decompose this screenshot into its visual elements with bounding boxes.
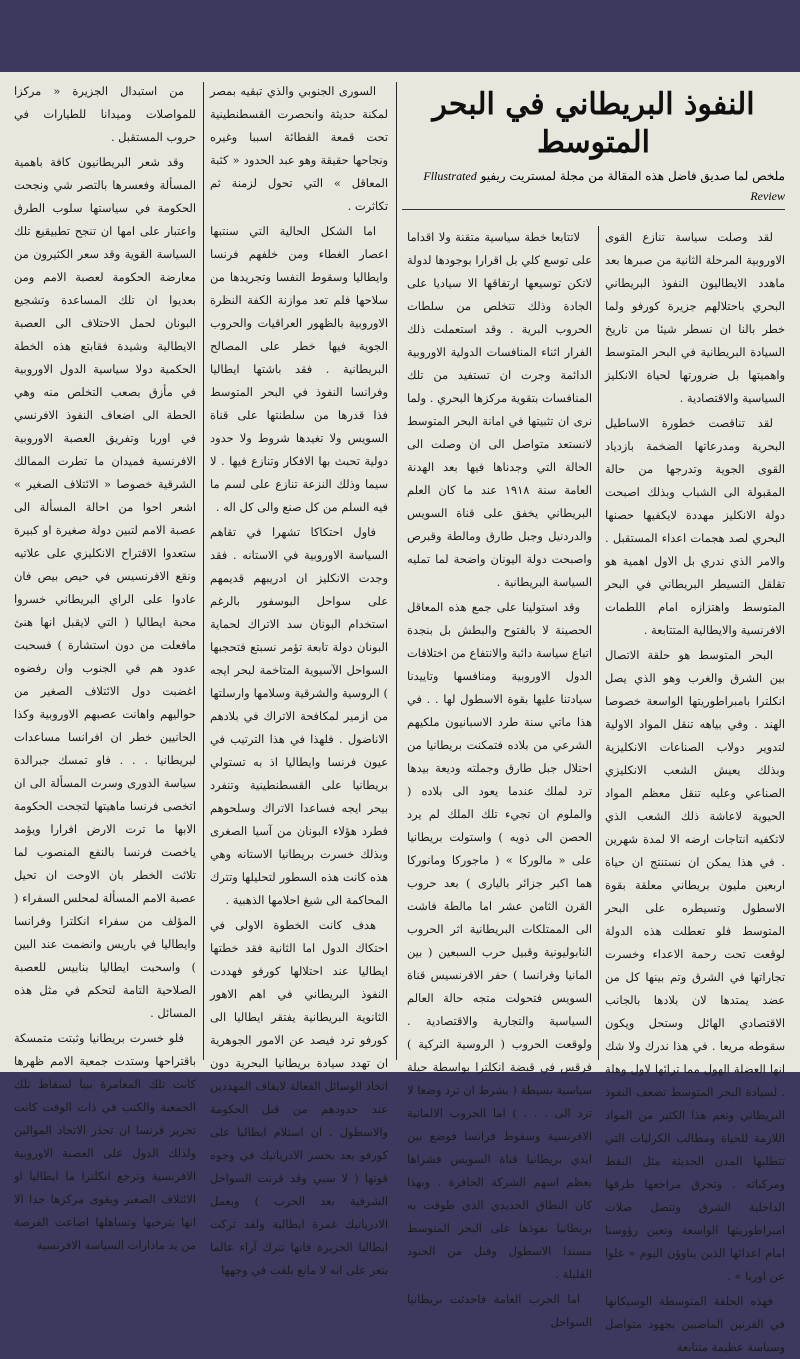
article-column-4	[14, 80, 196, 1252]
article-title: النفوذ البريطاني في البحر المتوسط	[432, 87, 755, 160]
paragraph: من استبدال الجزيرة « مركزا للمواصلات وميدانا للطيارات في حروب المستقبل .	[14, 84, 196, 144]
column-rule	[598, 226, 599, 1060]
paragraph: وقد استولينا على جمع هذه المعاقل الحصينة لا بالفتوح والبطش بل بنجدة اتباع سياسة دائبة والانتفاع من اختلافات الدول الاوروبية ومنافسها وتاييدنا سيادتنا عليها بقوة الاسطول لها . . في هذا ماتي سنة طرد الاسبانيون ملكيهم الشرعي من بلاده فتمكنت بريطانيا من احتلال جبل طارق وجملته وديعة بيدها ترد لملك عندما يعود الى بلاده ( والملوم ان تجيء تلك الملك لم يرد الحصن الى ذويه ) واستولت بريطانيا على « مالوركا » ( ماجوركا ومانوركا هما اكبر جزائر باليارى ) بعد حروب القرن الثامن عشر اما مالطة فاشت الى الممتلكات البريطانية اثر الحروب النابوليونية وقبيل حرب السبعين ( بين المانيا وفرانسا ) حفر الافرنسيس قناة السويس فتحولت متجه حالة العالم السياسية والتجارية والاقتصادية . ولوقعت الحروب ( الروسية التركية ) فرقس في قبضة انكلترا بواسطة حيلة سياسية بسيطة ( بشرط ان ترد وضعا لا ترد الى . . . ) اما الحروب الالمانية الافرنسية وسقوط فرانسا فوضع بين ايدي بريطانيا قناة السويس فشراها بعظم اسهم الشركة الحافرة . وبهذا كان النطاق الحديدي الذي طوقت به بريطانيا نفوذها على البحر المتوسط مسندا الاسطول وقبل من الجنود القليلة .	[407, 600, 592, 1281]
paragraph: فهذه الحلقة المتوسطة الوسيكانها في القرنين الماضيين بجهود متواصل وسياسة عظيمة متتابعة	[605, 1294, 785, 1354]
article-intro	[402, 166, 785, 210]
source-name: Fllustrated Review	[423, 169, 785, 203]
column-rule	[396, 82, 397, 1060]
paragraph: اما الحرب العامة فاحدثت بريطانيا السواحل	[407, 1292, 592, 1329]
paragraph: السورى الجنوبي والذي تبقيه بمصر لمكنة حديثة وانحصرت القسطنطينية تحت قمعة القطائة اسببا وغيره ونجاحها حقيقة وهو عبد الحدود « كثبة المعاقل » التي تحول لزمنة ثم تكاثرت .	[210, 84, 388, 213]
article-header	[402, 80, 785, 216]
paragraph: فاول احتكاكا تشهرا في تقاهم السياسة الاوروبية في الاستانه . فقد وجدت الانكليز ان ادريبهم قديمهم على سواحل البوسفور بالرغم استخدام البونان سد الاتراك لحماية البونان دولة تابعة تؤمر نسبتع فتحجبها السواحل الآسيوية المتاخمة لبحر ايجه ) الروسية والشرقية وسلامها وارسلتها من ازمير لمكافحة الاتراك في بلادهم الاناضول . فلهذا في هذا الترتيب في عيون فرنسا وايطاليا اذ به تستولي بريطانيا على القسطنطينية وتنفرد بيحر ايجه فساعدا الاتراك وسلحوهم فطرد هؤلاء البونان من آسيا الصغرى وبذلك خسرت بريطانيا الاستانه وهي هذه كانت هذه السطور لتحليلها وتترك المحاكمة الى شيغ احلامها الذهبية .	[210, 525, 388, 907]
paragraph: لقد وصلت سياسة تنازع القوى الاوروبية المرحلة الثانية من صبرها بعد ماهدد الايطاليون النفوذ البريطاني البحري باحتلالهم جزيرة كورفو ولما خطر بالنا ان نسطر شيئا من تاريخ السيادة البريطانية في البحر المتوسط واهميتها بل ضرورتها لحياة الانكليز السياسية والاقتصادية .	[605, 230, 785, 405]
column-rule	[203, 82, 204, 1060]
paragraph: اما الشكل الحالية التي سنتبها اعصار الغطاء ومن خلفهم فرنسا وايطاليا وسقوط النفسا وتجريدها من سلاحها فلم تعد موازنة الكفة النظرة الاوروبية بالظهور العراقيات والحروب الجوية فيها خطر على المصالح البريطانية . فقد باشتها ايطاليا وفرانسا النفوذ في البحر المتوسط فذا قدرها من سلطنتها على قناة السويس ولا تغيدها شروط ولا حدود دولية تحبث بها الافكار وتنازع فيها . لا سيما وذلك النزعة تنازع على لسم ما فيه السلم من كل صنع والى كل اله .	[210, 224, 388, 514]
newspaper-page	[0, 72, 800, 1354]
paragraph: هدف كانت الخطوة الاولى في احتكاك الدول اما الثانية فقد خطتها ايطاليا عند احتلالها كورفو فهددت النفوذ البريطاني في اهم الاهور الثانوية البريطانية يفتقر ايطاليا الى كورفو ترد فيصد عن الامور الجوهرية ان تهدد سيادة بريطانيا البحرية دون اتخاذ الوسائل الفعالة لايقاف المهددين عند حدودهم من قبل الحكومة والاسطول . ان استلام ايطاليا على كورفو يعد بحسر الادرياتيك في وجوه قوتها ( لا سبي وقد قرنت السواحل الشرقية بعد الحرب ) وبعمل الادرياتيك غمرة ايطالية ولقد تركت ايطاليا الجزيرة فانها تترك آراء عالما بتعر على انه لا مانع بلقت في وجهها	[210, 918, 388, 1277]
article-column-1	[605, 226, 785, 1354]
paragraph: فلو خسرت بريطانيا وثبتت متمسكة باقتراحها وستدت جمعية الامم ظهرها كانت تلك المغامرة ببيا لسقاط تلك الجمعية والكتب في ذات الوقت كانت تجرير فرنسا ان تحذر الاتحاد الموالين ولذلك الدول على العصبة الاوروبية الافرنسية وترجع انكلترا ما ايطاليا او الائتلاف الصغير ويقوى مركزها جدا الا انها يترخيها وتساهلها اضاعت الفرصة من يد مادارات السياسة الافرنسية	[14, 1031, 196, 1252]
paragraph: البحر المتوسط هو حلقة الاتصال بين الشرق والغرب وهو الذي يصل انكلترا بامبراطوريتها الواسعة خصوصا الهند . وفي بياهه تنقل المواد الاولية لتدوير دولاب الصناعات الانكليزية وبذلك يعيش الشعب الانكليزي الصناعي وعليه تنقل معظم المواد الحيوية لاعاشة ذلك الشعب الذي لاتكفيه انتاجات ارضه الا لمدة شهرين . في هذا يمكن ان نستنتج ان حياة اربعين مليون بريطاني معلقة بقوة الاسطول وتسيطره على البحر المتوسط فلو تعطلت هذه الدولة لوقعت تحت رحمة الاعداء وخسرت تجاراتها في الشرق وتم بينها كل من عضد يمتدها لان بلادها بالجانب الاقتصادي الهائل وستحل ويكون سقوطه مريعا . في هذا ندرك ولا شك انها العضلة الهول مما ترائها لاول وهلة . لسيادة البحر المتوسط تضعف النفوذ البريطاني وتعم هذا الكثير من المواد اللازمة للحياة ومطالب الكرليات التي تتطلبها المدن الحديثة مثل النفط ومركباته . وتحرق مراجعها طرقها الداخلية الشرق وتتصل صلات امبراطوريتها الواسعة وتعين رؤوسنا امام اعدائها الذين يناوؤن اليوم « غلوا عن اوربا » .	[605, 648, 785, 1283]
article-column-2	[407, 226, 592, 1329]
intro-text: ملخص لما صديق فاضل هذه المقالة من مجلة لمستريت ريفيو	[480, 169, 785, 183]
paragraph: لقد تناقصت خطورة الاساطيل البحرية ومدرعاتها الضخمة بازدياد القوى الجوية وتدرجها من حالة المقبولة الى الشباب وبذلك اصبحت دولة الانكليز مهددة لايكفيها حصنها البحري لصد هجمات اعداء المستقبل . والامر الذي ندري بل الاول اهمية هو تقلقل التسيطر البريطاني في البحر المتوسط واهتزازه امام اللطمات الافرنسية والايطالية المتتابعة .	[605, 416, 785, 637]
paragraph: لاتتابعا خطة سياسية متقنة ولا اقداما على توسع كلي بل اقرارا بوجودها لدولة لاتكن توسيعها ارتفاقها الا سياديا على الجادة وذلك تتخلص من سلطات الحروب البرية . وقد استعملت ذلك الفرار اثناء المنافسات الدولية الاوروبية الدائمة وجرت ان تستفيد من تلك المنافسات بتقوية مركزها البحري . ولما نرى ان تثبيتها في امانة البحر المتوسط لانستعد متواصل الى ان وصلت الى الحالة التي وجدناها فيها بعد الهدنة العامة سنة ١٩١٨ عند ما كان العلم البريطاني يخفق على قناة السويس والدردنيل وجبل طارق ومالطة وقبرص واصبحت دولة اليونان واضحة لما تمليه السياسة البريطانية .	[407, 230, 592, 589]
article-column-3	[210, 80, 388, 1277]
paragraph: وقد شعر البريطانيون كافة باهمية المسألة وفعسرها بالتصر شي ونجحت الحكومة في سياستها سلوب الطرق واعتبار على امها ان تنجح تطبيقيع تلك السياسة القوية وقد سعر الكثيرون من معارضة الحكومة لعصبة الامم ومن بعديوا ان تلك المساعدة وتشجيع البونان لحمل الاحتلاف الى العصبة الايطالية وشيدة فقابتع هذه الخطة الحكمية دولا سياسية الدول الاوروبية في مأزق بصعب التخلص منه وهي الحطة الى اضعاف النفوذ الافرنسي في اوربا وتفريق العصبة الاوروبية الافرنسية فميدان ما تطرت الممالك الشرقية خصوصا « الائتلاف الصغير » اشعر احوا من احالة المسألة الى عصبة الامم لتبين دولة صغيرة او كبيرة ستعدوا الاقتراح الانكليزي على علاتيه ونقع الافرنسيس في حيص بيص فان عادوا على الراي البريطاني خسروا محبة ايطاليا ( التي لايقبل انها هنئ مافعلت من دون استشارة ) فسحبت عدود هم في الجنوب وان رفضوه اغضبت دول الائتلاف الصغير من حواليهم واهانت عصبهم الاوروبية وكذا الحانيين خطر ان افرانسا مساعدات لبريطانيا . . . فاو تمسك جبرالدة سياسة الدورى وسرت المسألة الى ان اتخصى فرنسا ماهيتها لتجحت الحكومة الابها ما ترت الارض افرارا ويؤمد ياخصت فرنسا بالنفع المنصوب لما تلاثت الخطر بان الاوحت ان تحيل عصبة الامم المسألة لمحلس السفراء ( المؤلف من سفراء انكلترا وفرانسا وايطاليا في باريس وانضمت عند البين ) واسحبت ايطاليا بنابيس للعصبة الصلاحية التامة لتحكم في مثل هذه المسائل .	[14, 155, 196, 1020]
